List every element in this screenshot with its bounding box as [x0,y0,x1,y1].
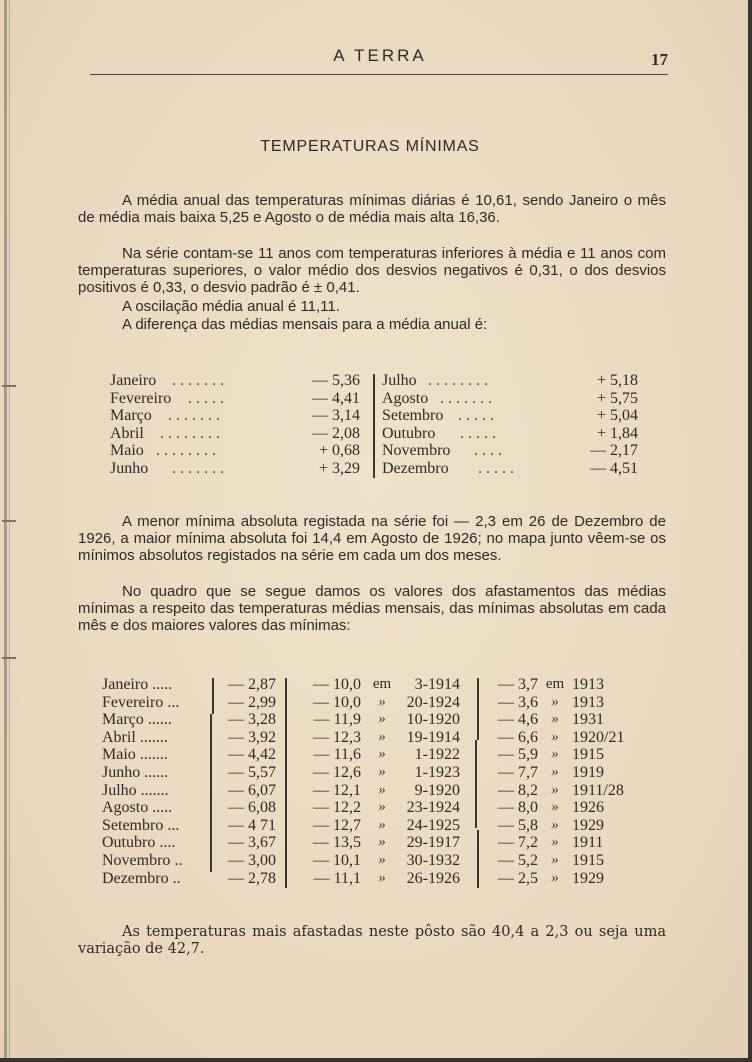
table-row: Setembro ..... + 5,04 [382,407,638,424]
minimums-table [102,676,662,887]
running-head-title: A TERRA [333,46,427,65]
table-row: Maio ........ + 0,68 [110,442,360,459]
table-row: Junho ....... + 3,29 [110,459,360,477]
differences-right-column [382,372,642,477]
table-row: Janeiro ....... — 5,36 [110,372,360,389]
table-row: Julho ....... — 6,07 — 12,1 » 9-1920 — 8,2 » 1911/28 [102,781,624,799]
running-head [90,46,668,76]
binding-edge [4,0,7,1058]
table-row: Dezembro ..... — 4,51 [382,459,638,477]
paragraph-deviations: Na série contam-se 11 anos com temperaturas inferiores à média e 11 anos com temperaturas superiores, o valor médio dos desvios negativos é 0,31, o dos desvios positivos é 0,33, o desvio padrão é ± 0,41. [78,245,666,296]
table-row: Agosto ..... — 6,08 — 12,2 » 23-1924 — 8,0 » 1926 [102,799,604,817]
header-rule [90,74,668,75]
table-row: Outubro .... — 3,67 — 13,5 » 29-1917 — 7,2 » 1911 [102,834,604,852]
table-row: Junho ...... — 5,57 — 12,6 » 1-1923 — 7,7 » 1919 [102,763,604,781]
table-row: Julho ........ + 5,18 [382,372,638,389]
paragraph-differences-intro: A diferença das médias mensais para a média anual é: [122,316,488,333]
paragraph-table-intro: No quadro que se segue damos os valores dos afastamentos das médias mínimas a respeito das temperaturas médias mensais, das mínimas absolutas em cada mês e dos maiores valores das mínimas: [78,583,666,634]
table-row: Setembro ... — 4 71 — 12,7 » 24-1925 — 5,8 » 1929 [102,816,604,834]
page-number: 17 [651,50,668,69]
paragraph-closing: As temperaturas mais afastadas neste pôsto são 40,4 a 2,3 ou seja uma variação de 42,7. [78,924,666,957]
stitch-mark [2,385,16,387]
table-row: Março ....... — 3,14 [110,407,360,424]
table-row: Março ...... — 3,28 — 11,9 » 10-1920 — 4,6 » 1931 [102,711,604,729]
column-divider [373,374,375,478]
differences-left-column [110,372,360,477]
section-title: TEMPERATURAS MÍNIMAS [260,138,480,155]
table-row: Novembro .... — 2,17 [382,442,638,459]
table-row: Outubro ..... + 1,84 [382,424,638,442]
paragraph-oscillation: A oscilação média anual é 11,11. [122,298,340,315]
table-row: Fevereiro ..... — 4,41 [110,389,360,407]
table-row: Fevereiro ... — 2,99 — 10,0 » 20-1924 — 3,6 » 1913 [102,693,604,711]
table-row: Dezembro .. — 2,78 — 11,1 » 26-1926 — 2,5 » 1929 [102,869,604,887]
table-row: Abril ........ — 2,08 [110,424,360,442]
table-row: Novembro .. — 3,00 — 10,1 » 30-1932 — 5,2 » 1915 [102,851,604,869]
table-row: Agosto ....... + 5,75 [382,389,638,407]
paragraph-absolute-extremes: A menor mínima absoluta registada na série foi — 2,3 em 26 de Dezembro de 1926, a maior mínima absoluta foi 14,4 em Agosto de 1926; no mapa junto vêem-se os mínimos absolutos registados na série em cada um dos meses. [78,513,666,564]
table-row: Abril ....... — 3,92 — 12,3 » 19-1914 — 6,6 » 1920/21 [102,728,625,746]
binding-edge-inner [9,0,10,1058]
stitch-mark [2,520,16,522]
table-row: Maio ....... — 4,42 — 11,6 » 1-1922 — 5,9 » 1915 [102,746,604,764]
table-row: Janeiro ..... — 2,87 — 10,0 em 3-1914 — 3,7 em 1913 [102,676,604,693]
paragraph-annual-mean: A média anual das temperaturas mínimas diárias é 10,61, sendo Janeiro o mês de média mais baixa 5,25 e Agosto o de média mais alta 16,36. [78,192,666,226]
stitch-mark [2,657,16,659]
